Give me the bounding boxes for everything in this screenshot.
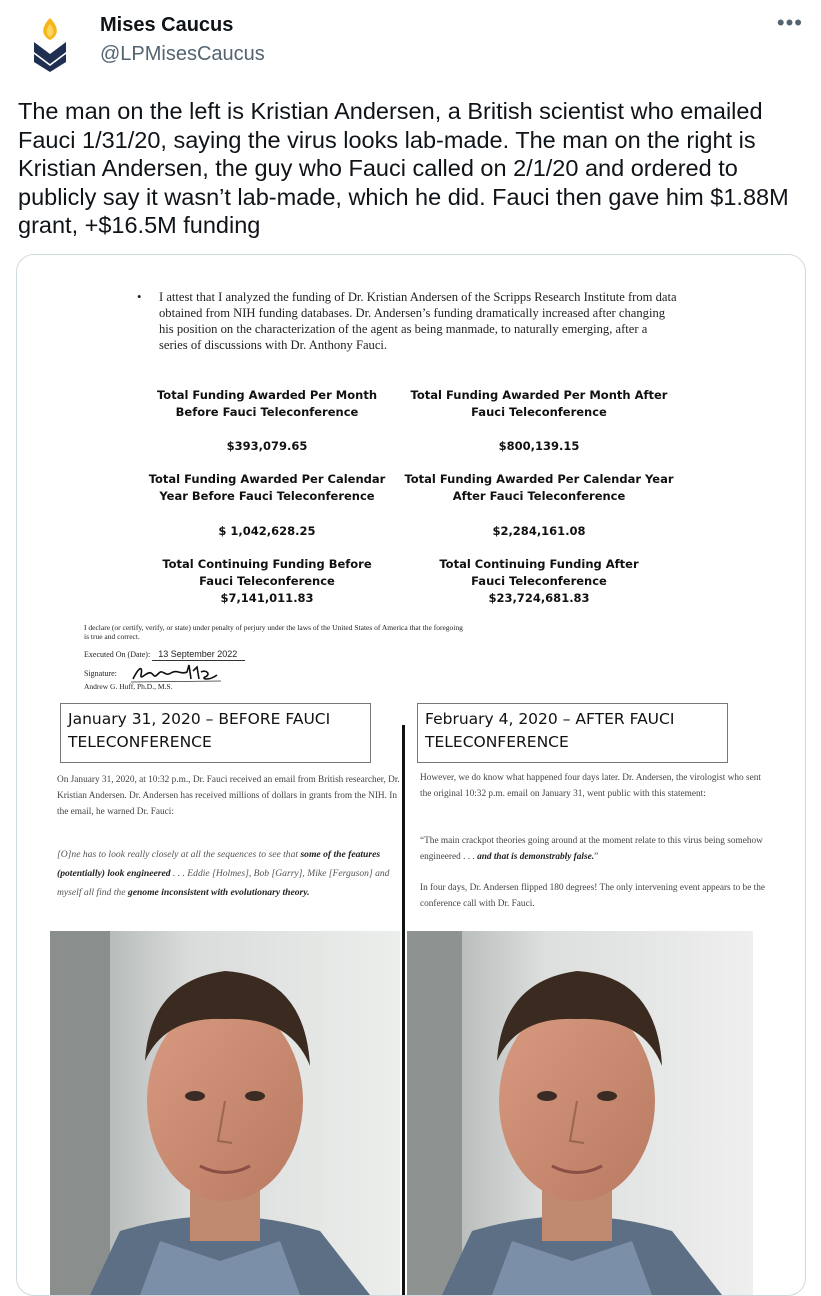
tweet-media[interactable] [16, 254, 806, 1296]
left-paragraph: On January 31, 2020, at 10:32 p.m., Dr. Fauci received an email from British researcher, Dr. Kristian Andersen. Dr. Andersen has received millions of dollars in grants from the NIH. In the email, he warned Dr. Fauci: [57, 775, 400, 817]
right-quote: “The main crackpot theories going around at the moment relate to this virus being somehow engineered . . . and that is demonstrably false.” [420, 836, 763, 862]
month-before-label: Total Funding Awarded Per Month Before Fauci Teleconference [156, 388, 378, 419]
execution-date-line: Executed On (Date): 13 September 2022 [84, 649, 245, 661]
author-handle[interactable]: @LPMisesCaucus [100, 43, 265, 65]
left-portrait-photo [50, 931, 400, 1295]
signature-label: Signature: [84, 669, 117, 678]
right-heading: February 4, 2020 – AFTER FAUCI TELECONFERENCE [417, 703, 728, 763]
right-portrait-photo [407, 931, 753, 1295]
avatar[interactable] [20, 14, 80, 74]
continuing-after-label: Total Continuing Funding After Fauci Teleconference [439, 557, 639, 588]
year-after-label: Total Funding Awarded Per Calendar Year After Fauci Teleconference [404, 472, 674, 503]
signer-name: Andrew G. Huff, Ph.D., M.S. [84, 682, 173, 691]
bullet-icon: • [137, 290, 142, 304]
month-after-label: Total Funding Awarded Per Month After Fauci Teleconference [410, 388, 668, 419]
left-heading: January 31, 2020 – BEFORE FAUCI TELECONFERENCE [60, 703, 371, 763]
execution-date: 13 September 2022 [152, 649, 245, 661]
continuing-before-label: Total Continuing Funding Before Fauci Teleconference [162, 557, 372, 588]
year-before-value: $ 1,042,628.25 [218, 524, 316, 538]
year-before-label: Total Funding Awarded Per Calendar Year Before Fauci Teleconference [148, 472, 386, 503]
mises-caucus-logo-icon [30, 16, 70, 72]
continuing-after-value: $23,724,681.83 [488, 591, 590, 605]
tweet-text: The man on the left is Kristian Andersen, a British scientist who emailed Fauci 1/31/20, saying the virus looks lab-made. The man on the right is Kristian Andersen, the guy who Fauci called on 2/1/20 and ordered to publicly say it wasn’t lab-made, which he did. Fauci then gave him $1.88M grant, +$16.5M funding [18, 98, 789, 238]
left-quote: [O]ne has to look really closely at all the sequences to see that some of the features (potentially) look engineered . . . Eddie [Holmes], Bob [Garry], Mike [Ferguson] and myself all find the genome inconsistent with evolutionary theory. [57, 849, 390, 898]
right-closing: In four days, Dr. Andersen flipped 180 degrees! The only intervening event appears to be the conference call with Dr. Fauci. [420, 883, 766, 909]
more-icon[interactable]: ••• [776, 10, 803, 35]
month-after-value: $800,139.15 [498, 439, 580, 453]
column-divider [402, 725, 405, 1296]
right-paragraph: However, we do know what happened four days later. Dr. Andersen, the virologist who sent the original 10:32 p.m. email on January 31, went public with this statement: [420, 773, 761, 799]
attestation-paragraph: • I attest that I analyzed the funding of Dr. Kristian Andersen of the Scripps Research Institute from data obtained from NIH funding databases. Dr. Andersen’s funding dramatically increased after changing his position on the characterization of the agent as being manmade, to naturally emerging, after a series of discussions with Dr. Anthony Fauci. [137, 290, 677, 352]
continuing-before-value: $7,141,011.83 [220, 591, 314, 605]
author-name[interactable]: Mises Caucus [100, 14, 234, 36]
affidavit-document [17, 255, 805, 705]
year-after-value: $2,284,161.08 [492, 524, 586, 538]
perjury-declaration: I declare (or certify, verify, or state) under penalty of perjury under the laws of the United States of America that the foregoing is true and correct. [84, 623, 463, 641]
month-before-value: $393,079.65 [226, 439, 308, 453]
